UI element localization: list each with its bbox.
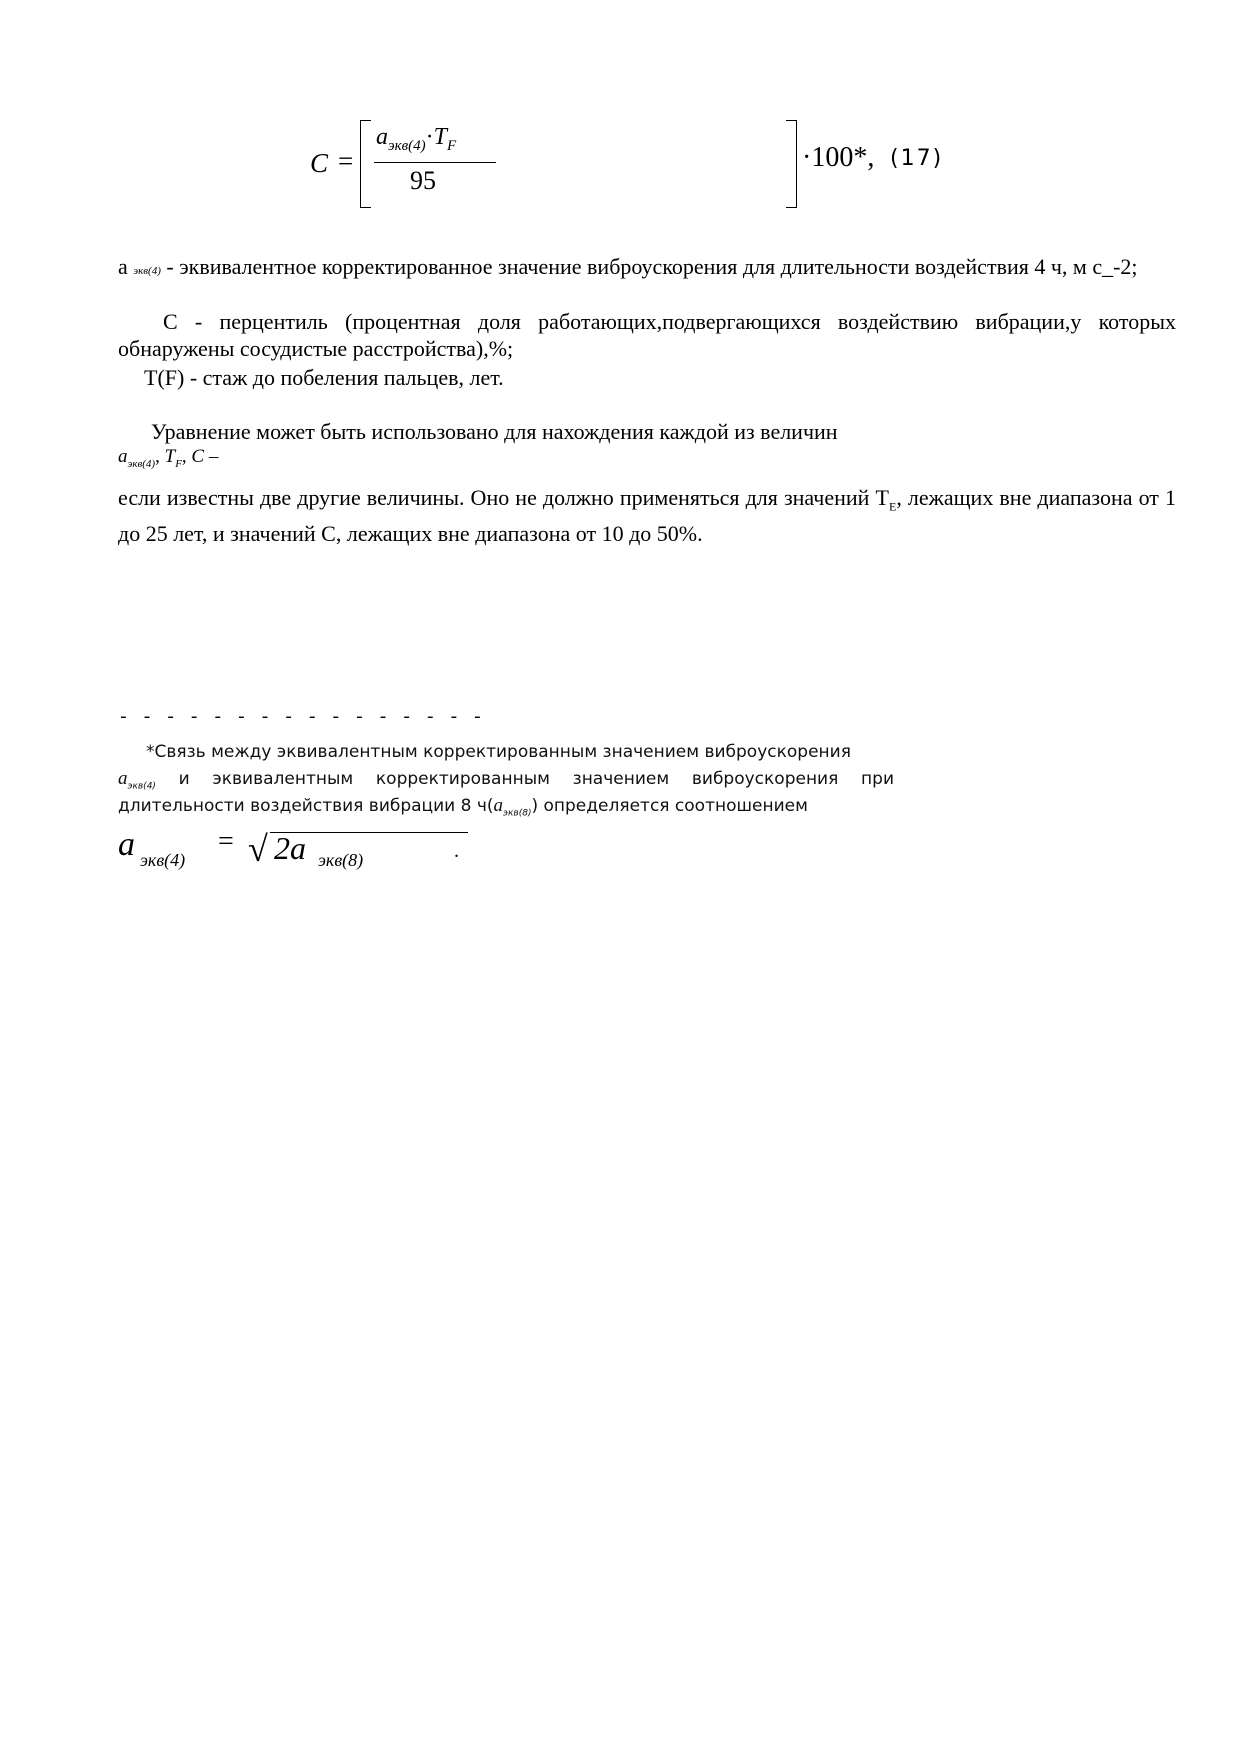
sqrt-symbol: √ xyxy=(248,829,268,869)
footnote-formula xyxy=(118,826,459,876)
inline-formula-variables: $a_{экв(4)}$, $T_F$, C – xyxy=(118,446,219,470)
formula-17 xyxy=(310,112,960,212)
paragraph-tf-definition: T(F) - стаж до побеления пальцев, лет. xyxy=(144,365,504,390)
footnote-line-2: $a_{экв(4)}$ и эквивалентным корректированным значением виброускорения при xyxy=(118,768,894,792)
footnote-formula-arg-sub: экв(8) xyxy=(318,850,364,870)
paragraph-equation-usage: Уравнение может быть использовано для нахождения каждой из величин xyxy=(151,419,838,444)
fraction-line xyxy=(374,162,496,163)
paragraph-a-definition: а экв(4) - эквивалентное корректированное значение виброускорения для длительности воздействия 4 ч, м с_-2; xyxy=(118,254,1138,279)
paragraph-c-definition: С - перцентиль (процентная доля работающих,подвергающихся воздействию вибрации,у которых обнаружены сосудистые расстройства),%; xyxy=(118,309,1176,361)
equation-number: (17) xyxy=(890,146,944,171)
formula-numerator: $a_{экв(4)}\cdot T_F$ xyxy=(376,124,457,154)
right-bracket xyxy=(786,120,797,208)
formula-multiplier: ·100*, xyxy=(802,142,875,173)
formula-equals: = xyxy=(338,146,354,176)
footnote-line-1: *Связь между эквивалентным корректированным значением виброускорения xyxy=(146,742,851,762)
formula-lhs: C xyxy=(310,148,329,178)
formula-denominator: 95 xyxy=(410,166,436,195)
footnote-formula-lhs-sub: экв(4) xyxy=(140,850,186,870)
footnote-formula-dot: . xyxy=(454,840,459,862)
footnote-formula-arg: 2a xyxy=(274,830,306,866)
footnote-formula-lhs: a xyxy=(118,826,135,863)
paragraph-range-limits: если известны две другие величины. Оно не должно применяться для значений $T_E$, лежащих вне диапазона от 1 до 25 лет, и значений С, лежащих вне диапазона от 10 до 50%. xyxy=(118,485,1176,547)
footnote-line-3: длительности воздействия вибрации 8 $ч(a_{экв(8)})$ определяется соотношением xyxy=(118,795,808,819)
footnote-separator: - - - - - - - - - - - - - - - - xyxy=(118,708,484,728)
footnote-formula-equals: = xyxy=(218,826,234,857)
left-bracket xyxy=(360,120,371,208)
